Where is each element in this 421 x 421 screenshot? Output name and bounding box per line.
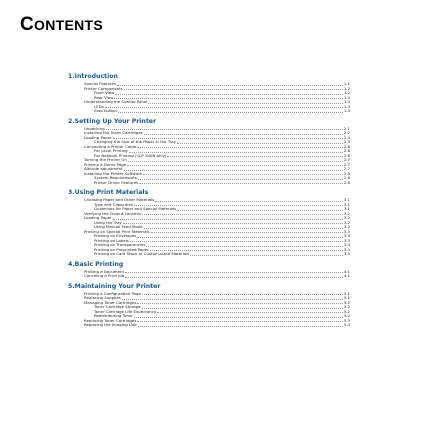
dot-leader xyxy=(148,103,342,104)
dot-leader xyxy=(127,165,343,166)
dot-leader xyxy=(190,255,343,256)
dot-leader xyxy=(142,294,343,295)
toc-entry-label: Loading Paper xyxy=(84,134,112,140)
toc-entry-page: 4.1 xyxy=(343,273,350,278)
dot-leader xyxy=(134,317,343,318)
dot-leader xyxy=(155,201,343,202)
dot-leader xyxy=(137,321,343,322)
toc-entry-page: 3.4 xyxy=(343,242,350,247)
toc-section xyxy=(68,73,350,114)
toc-entry-page: 5.1 xyxy=(343,295,350,300)
toc-section xyxy=(68,189,350,257)
toc-entry-label: Printing a Configuration Page xyxy=(84,290,141,296)
dot-leader xyxy=(177,143,343,144)
toc-entry-label: Toner Cartridge Life Expectancy xyxy=(94,308,157,314)
toc-entry-page: 3.3 xyxy=(343,228,350,234)
toc-entry-page: 1.3 xyxy=(343,99,350,104)
dot-leader xyxy=(143,174,343,175)
toc-entry-page: 3.2 xyxy=(343,215,350,220)
toc-entry-label: Understanding the Control Panel xyxy=(84,99,148,104)
toc-entry-page: 3.3 xyxy=(343,233,350,238)
toc-entry-label: Managing Toner Cartridges xyxy=(84,299,137,305)
toc-entry-page: 5.2 xyxy=(343,308,350,314)
toc-entry-label: Printing on Transparencies xyxy=(94,242,146,247)
dot-leader xyxy=(151,232,343,233)
toc-section-heading[interactable]: 1.Introduction xyxy=(68,73,118,80)
toc-entry-label: Connecting a Printer Cable xyxy=(84,143,137,149)
toc-entry-label: Stop button xyxy=(94,108,117,113)
dot-leader xyxy=(144,134,343,135)
dot-leader xyxy=(146,246,342,247)
toc-entry-label: Altitude adjustment xyxy=(84,166,123,171)
toc-entry-label: Guidelines for Paper and Special Materials xyxy=(94,206,177,211)
dot-leader xyxy=(138,179,343,180)
toc-entry-label: Printing on Preprinted Paper xyxy=(94,246,149,252)
toc-entry-page: 3.2 xyxy=(343,210,350,216)
toc-entry-label: Replacing the Imaging Unit xyxy=(84,322,137,327)
toc-entry-label: Replacing Toner Cartridges xyxy=(84,317,137,323)
toc-entry-page: 2.8 xyxy=(343,175,350,180)
toc-entry-label: Printing a Demo Page xyxy=(84,161,127,167)
toc-entry-label: Installing the Toner Cartridges xyxy=(84,130,143,135)
toc-entry-page: 2.8 xyxy=(343,170,350,176)
toc-entry-label: Using the Tray xyxy=(94,219,122,225)
toc-entry-page: 2.6 xyxy=(343,148,350,153)
toc-entry-page: 2.6 xyxy=(343,152,350,158)
toc-entry-label: Loading Paper xyxy=(84,215,112,220)
dot-leader xyxy=(137,147,343,148)
toc-entry-label: LEDs xyxy=(94,103,104,109)
toc-entry[interactable] xyxy=(68,181,350,186)
toc-entry-label: For Network Printing (CLP-300N only) xyxy=(94,152,167,158)
toc-entry-label: Choosing Paper and Other Materials xyxy=(84,197,155,202)
toc-entry-page: 5.3 xyxy=(343,317,350,323)
toc-entry-label: For Local Printing xyxy=(94,148,128,153)
toc-entry-page: 5.2 xyxy=(343,299,350,305)
toc-entry[interactable] xyxy=(68,274,350,279)
toc-entry-page: 2.6 xyxy=(343,143,350,149)
toc-entry-label: Using Manual Feed Mode xyxy=(94,224,143,229)
toc-entry-label: Changing the Size of the Paper in the Tray xyxy=(94,139,176,144)
dot-leader xyxy=(139,183,343,184)
dot-leader xyxy=(122,299,343,300)
toc-entry-page: 3.1 xyxy=(343,206,350,211)
toc-entry-label: Printing on Card Stock or Custom-sized Materials xyxy=(94,251,190,256)
dot-leader xyxy=(137,303,342,304)
toc-section-heading[interactable]: 4.Basic Printing xyxy=(68,260,124,268)
toc-entry-page: 3.1 xyxy=(343,201,350,207)
toc-entry-label: Printer Driver Features xyxy=(94,179,139,185)
dot-leader xyxy=(105,107,343,108)
toc-entry-page: 1.2 xyxy=(343,85,350,91)
toc-entry-page: 3.2 xyxy=(343,219,350,225)
dot-leader xyxy=(130,241,343,242)
toc-entry-label: Rear View xyxy=(94,94,114,100)
page-title-rest: ONTENTS xyxy=(34,17,104,33)
toc-entry-label: Printing a Document xyxy=(84,268,124,274)
toc-section xyxy=(68,118,350,186)
toc-entry-page: 3.1 xyxy=(343,197,350,202)
toc-entry-page: 3.2 xyxy=(343,224,350,229)
toc-entry-page: 2.1 xyxy=(343,125,350,131)
dot-leader xyxy=(124,89,343,90)
toc-entry-label: Installing the Printer Software xyxy=(84,170,142,176)
toc-entry-page: 2.7 xyxy=(343,157,350,162)
toc-entry-page: 1.2 xyxy=(343,90,350,95)
toc-entry-page: 5.2 xyxy=(343,313,350,318)
toc-entry-page: 5.2 xyxy=(343,304,350,309)
toc-entry-label: Printing on Labels xyxy=(94,237,129,243)
dot-leader xyxy=(124,170,343,171)
toc-entry-page: 2.7 xyxy=(343,161,350,167)
toc-entry-label: Toner Cartridge Storage xyxy=(94,304,141,309)
toc-entry-page: 2.8 xyxy=(343,179,350,185)
toc-entry-page: 1.3 xyxy=(343,103,350,109)
page-title-initial: C xyxy=(20,14,35,35)
dot-leader xyxy=(142,214,343,215)
dot-leader xyxy=(114,98,342,99)
toc-entry-page: 2.5 xyxy=(343,139,350,144)
toc-entry-page: 2.4 xyxy=(343,134,350,140)
toc-entry-page: 1.3 xyxy=(343,108,350,113)
toc-section xyxy=(68,283,350,328)
dot-leader xyxy=(118,112,343,113)
table-of-contents xyxy=(68,73,350,332)
dot-leader xyxy=(167,156,342,157)
toc-entry-page: 2.7 xyxy=(343,166,350,171)
toc-entry-page: 3.5 xyxy=(343,251,350,256)
toc-entry[interactable] xyxy=(68,109,350,114)
toc-entry-page: 4.1 xyxy=(343,268,350,274)
dot-leader xyxy=(137,237,343,238)
dot-leader xyxy=(125,272,343,273)
toc-entry-page: 2.2 xyxy=(343,130,350,135)
toc-section-heading[interactable]: 2.Setting Up Your Printer xyxy=(68,117,157,125)
toc-entry-label: Printing on Special Print Materials xyxy=(84,228,150,234)
toc-entry-label: System Requirements xyxy=(94,175,137,180)
dot-leader xyxy=(177,210,343,211)
toc-entry-page: 3.4 xyxy=(343,246,350,252)
dot-leader xyxy=(138,326,343,327)
toc-entry[interactable] xyxy=(68,323,350,328)
toc-entry-label: Special Features xyxy=(84,81,116,86)
page-title xyxy=(20,14,103,36)
toc-section xyxy=(68,261,350,279)
toc-entry-label: Redistributing Toner xyxy=(94,313,133,318)
dot-leader xyxy=(157,312,343,313)
toc-entry-label: Replacing Supplies xyxy=(84,295,121,300)
dot-leader xyxy=(115,94,343,95)
toc-entry-page: 1.2 xyxy=(343,94,350,100)
toc-entry-label: Printer Components xyxy=(84,85,123,91)
dot-leader xyxy=(125,277,343,278)
dot-leader xyxy=(117,85,343,86)
toc-entry[interactable] xyxy=(68,252,350,257)
toc-entry-label: Type and Capacities xyxy=(94,201,133,207)
toc-entry-page: 3.3 xyxy=(343,237,350,243)
dot-leader xyxy=(144,228,343,229)
toc-section-heading[interactable]: 5.Maintaining Your Printer xyxy=(68,282,161,290)
toc-entry-label: Unpacking xyxy=(84,125,105,131)
toc-entry-label: Turning the Printer On xyxy=(84,157,127,162)
toc-entry-label: Canceling a Print Job xyxy=(84,273,125,278)
dot-leader xyxy=(142,308,343,309)
toc-entry-label: Front View xyxy=(94,90,115,95)
toc-entry-label: Printing on Envelopes xyxy=(94,233,137,238)
dot-leader xyxy=(128,161,343,162)
toc-entry-page: 1.1 xyxy=(343,81,350,86)
toc-entry-page: 5.4 xyxy=(343,322,350,327)
dot-leader xyxy=(113,219,343,220)
dot-leader xyxy=(123,223,343,224)
toc-entry-page: 5.1 xyxy=(343,290,350,296)
toc-section-heading[interactable]: 3.Using Print Materials xyxy=(68,189,149,196)
toc-entry-label: Verifying the Output Location xyxy=(84,210,142,216)
